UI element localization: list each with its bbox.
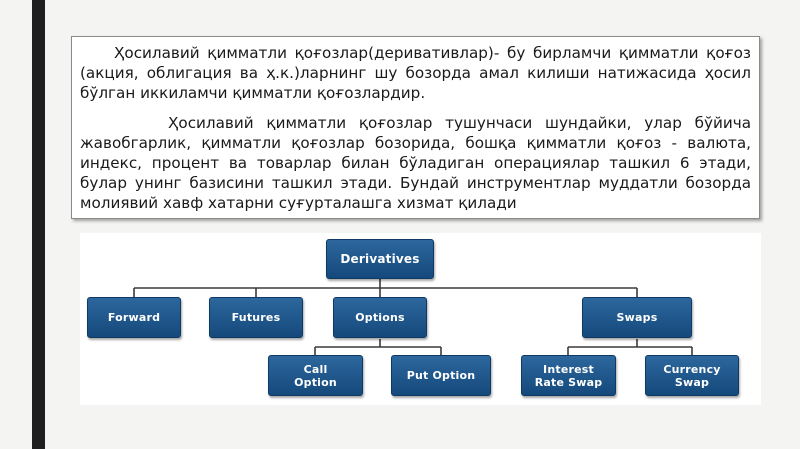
node-options: Options [333, 297, 427, 338]
derivatives-hierarchy-diagram [80, 233, 761, 405]
node-put-option: Put Option [391, 355, 491, 396]
explanation-paragraph: Ҳосилавий қимматли қоғозлар тушунчаси шундайки, улар бўйича жавобгарлик, қимматли қоғозлар бозорида, бошқа қимматли қоғоз - валюта, индекс, процент ва товарлар билан бўладиган операциялар ташкил 6 этади, булар унинг базисини ташкил этади. Бундай инструментлар муддатли бозорда молиявий хавф хатарни суғурталашга хизмат қилади [80, 114, 751, 212]
node-currency-swap: Currency Swap [645, 355, 739, 396]
definition-text-box [71, 36, 760, 219]
node-interest-rate-swap: Interest Rate Swap [521, 355, 616, 396]
left-accent-bar [32, 0, 45, 449]
node-derivatives: Derivatives [326, 239, 434, 279]
node-call-option: Call Option [268, 355, 363, 396]
definition-paragraph: Ҳосилавий қимматли қоғозлар(деривативлар)- бу бирламчи қимматли қоғоз (акция, облигация ва ҳ.к.)ларнинг шу бозорда амал килиши натижасида ҳосил бўлган иккиламчи қимматли қоғозлардир. [80, 44, 751, 102]
node-swaps: Swaps [582, 297, 692, 338]
node-futures: Futures [209, 297, 303, 338]
node-forward: Forward [87, 297, 181, 338]
